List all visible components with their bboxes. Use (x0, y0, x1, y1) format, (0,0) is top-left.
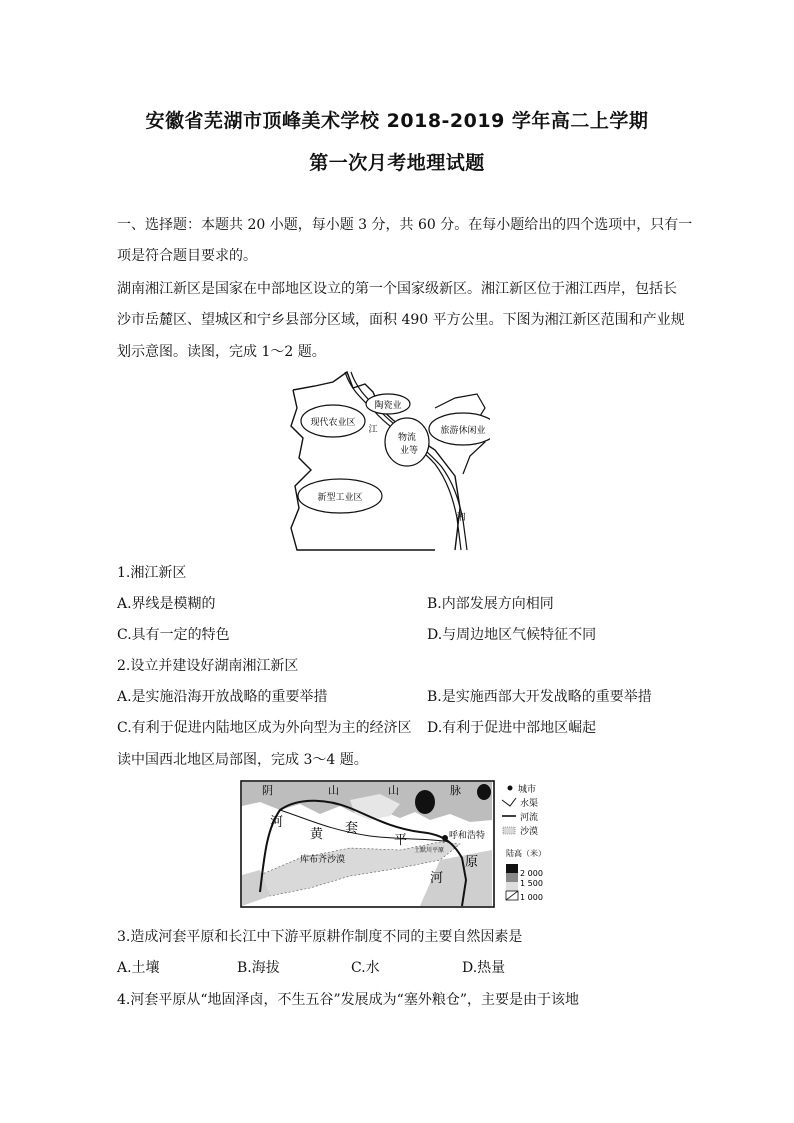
section-intro-line2: 项是符合题目要求的。 (117, 248, 257, 264)
label-yin: 阴 (262, 784, 273, 797)
legend-canal: 水渠 (520, 799, 539, 809)
legend-2000: 2 000 (520, 869, 543, 878)
q3-option-d[interactable]: D.热量 (462, 960, 506, 976)
q2-option-d[interactable]: D.有利于促进中部地区崛起 (427, 720, 597, 736)
xiangjiang-map-svg (285, 368, 490, 552)
label-huhehaote: 呼和浩特 (449, 831, 486, 841)
q3-option-c[interactable]: C.水 (351, 960, 380, 976)
xiangjiang-map (285, 368, 490, 552)
label-mai: 脉 (450, 784, 461, 797)
q2-stem: 2.设立并建设好湖南湘江新区 (117, 658, 299, 674)
q1-option-c[interactable]: C.具有一定的特色 (117, 627, 230, 643)
northwest-map (240, 780, 560, 910)
label-xinxing: 新型工业区 (317, 493, 363, 503)
passage1-line1: 湖南湘江新区是国家在中部地区设立的第一个国家级新区。湘江新区位于湘江西岸，包括长 (117, 281, 677, 297)
label-shan-2: 山 (388, 784, 399, 797)
q1-option-d[interactable]: D.与周边地区气候特征不同 (427, 627, 597, 643)
q2-option-a[interactable]: A.是实施沿海开放战略的重要举措 (117, 689, 328, 705)
label-taoci: 陶瓷业 (374, 401, 402, 411)
label-kubuqi: 库布齐沙漠 (300, 855, 346, 865)
map-legend (502, 783, 546, 902)
legend-desert: 沙漠 (520, 827, 539, 837)
label-ping: 平 (394, 833, 408, 848)
label-wuliu-2: 业等 (399, 446, 419, 456)
legend-river: 河流 (520, 813, 539, 823)
legend-city-symbol (508, 786, 513, 791)
northwest-map-svg (240, 780, 560, 910)
label-tao: 套 (345, 821, 359, 836)
legend-2000-swatch (506, 864, 518, 873)
legend-1000: 1 000 (520, 893, 543, 902)
passage1-line3: 划示意图。读图，完成 1～2 题。 (117, 344, 326, 360)
label-shan-1: 山 (328, 784, 339, 797)
label-wuliu-1: 物流 (397, 433, 417, 443)
legend-city: 城市 (518, 785, 537, 795)
q1-option-b[interactable]: B.内部发展方向相同 (427, 596, 554, 612)
high-peak (415, 790, 435, 814)
q3-stem: 3.造成河套平原和长江中下游平原耕作制度不同的主要自然因素是 (117, 929, 523, 945)
exam-title-line2: 第一次月考地理试题 (309, 152, 485, 174)
passage2-line1: 读中国西北地区局部图，完成 3～4 题。 (117, 752, 368, 768)
high-peak-2 (477, 784, 491, 800)
legend-1500-swatch (506, 873, 518, 882)
exam-title-line1: 安徽省芜湖市顶峰美术学校 2018-2019 学年高二上学期 (145, 110, 649, 132)
city-marker (442, 835, 448, 841)
legend-altitude: 陆高（米） (506, 849, 546, 858)
label-xiandai: 现代农业区 (310, 418, 356, 428)
section-intro-line1: 一、选择题：本题共 20 小题，每小题 3 分，共 60 分。在每小题给出的四个选项中，只有一 (117, 217, 693, 233)
passage1-line2: 沙市岳麓区、望城区和宁乡县部分区域，面积 490 平方公里。下图为湘江新区范围和产业规 (117, 312, 685, 328)
label-jiang: 江 (368, 425, 378, 435)
q4-stem: 4.河套平原从“地固泽卤，不生五谷”发展成为“塞外粮仓”，主要是由于该地 (117, 992, 579, 1008)
legend-1000-swatch (506, 882, 518, 891)
label-he-1: 河 (270, 815, 284, 830)
q3-option-a[interactable]: A.土壤 (117, 960, 160, 976)
legend-canal-symbol (502, 798, 516, 806)
q2-option-b[interactable]: B.是实施西部大开发战略的重要举措 (427, 689, 652, 705)
q1-option-a[interactable]: A.界线是模糊的 (117, 596, 216, 612)
q3-option-b[interactable]: B.海拔 (237, 960, 280, 976)
q1-stem: 1.湘江新区 (117, 565, 187, 581)
q2-option-c[interactable]: C.有利于促进内陆地区成为外向型为主的经济区 (117, 720, 412, 736)
label-lvyou: 旅游休闲业 (440, 426, 486, 436)
label-he-2: 河 (430, 871, 444, 886)
legend-1500: 1 500 (520, 879, 543, 888)
legend-desert-symbol (503, 827, 515, 834)
label-tumochuan: 土默川平原 (414, 847, 445, 854)
label-xiang: 湘 (456, 513, 466, 523)
label-yuan: 原 (465, 855, 479, 870)
label-huang: 黄 (310, 827, 324, 842)
